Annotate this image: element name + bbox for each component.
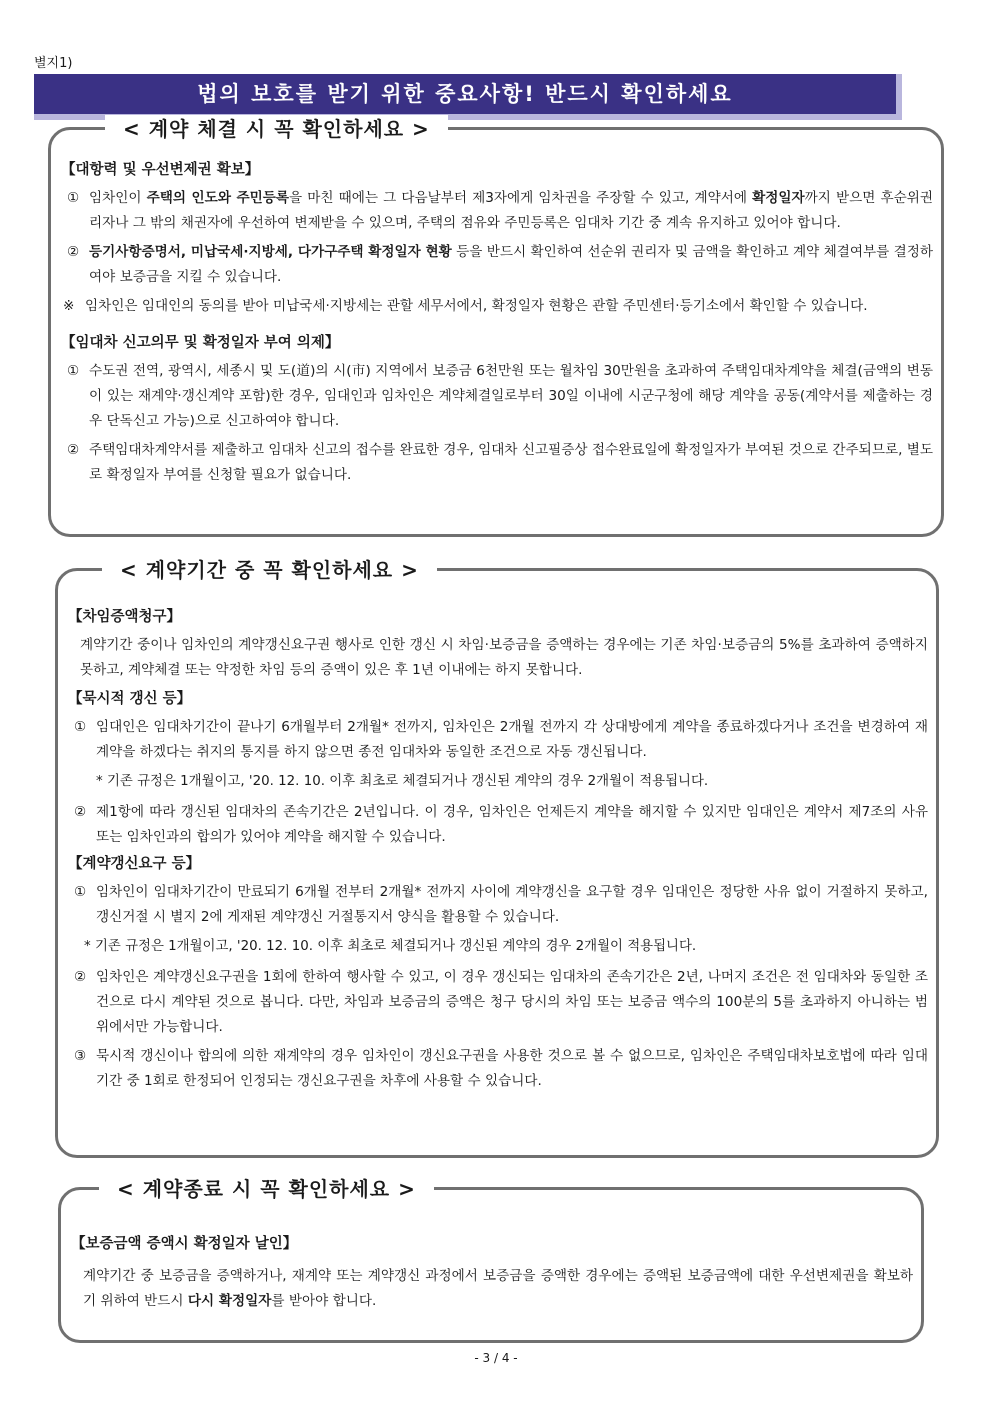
footnote: * 기존 규정은 1개월이고, '20. 12. 10. 이후 최초로 체결되거나 갱신된 계약의 경우 2개월이 적용됩니다. — [84, 939, 697, 954]
item-text: 임차인은 계약갱신요구권을 1회에 한하여 행사할 수 있고, 이 경우 갱신되는 임대차의 존속기간은 2년, 나머지 조건은 전 임대차와 동일한 조건으로 다시 계약된 것으로 봅니다. 다만, 차임과 보증금의 증액은 청구 당시의 차임 또는 보증금 액수의 100분의 5를 초과하지 아니하는 범위에서만 가능합니다. — [96, 969, 928, 1035]
list-item — [61, 186, 933, 236]
item-text: 주택임대차계약서를 제출하고 임대차 신고의 접수를 완료한 경우, 임대차 신고필증상 접수완료일에 확정일자가 부여된 것으로 간주되므로, 별도로 확정일자 부여를 신청할 필요가 없습니다. — [89, 442, 933, 483]
page-number: - 3 / 4 - — [474, 1351, 518, 1365]
footnote: * 기존 규정은 1개월이고, '20. 12. 10. 이후 최초로 체결되거나 갱신된 계약의 경우 2개월이 적용됩니다. — [96, 774, 709, 789]
item-text: 까지 받으면 후순위권리자나 그 밖의 채권자에 우선하여 변제받을 수 있으며, 주택의 점유와 주민등록은 임대차 기간 중 계속 유지하고 있어야 합니다. — [89, 190, 934, 231]
paragraph-bold-text: 다시 확정일자 — [187, 1293, 272, 1309]
item-bold-text: 등기사항증명서, 미납국세·지방세, 다가구주택 확정일자 현황 — [89, 244, 452, 260]
item-text: 등을 반드시 확인하여 선순위 권리자 및 금액을 확인하고 계약 체결여부를 결정하여야 보증금을 지킬 수 있습니다. — [89, 244, 933, 285]
item-text: 임차인이 — [89, 190, 147, 206]
page-title-banner: 법의 보호를 받기 위한 중요사항! 반드시 확인하세요 — [34, 74, 902, 120]
item-number: ① — [74, 719, 87, 735]
item-text: 수도권 전역, 광역시, 세종시 및 도(道)의 시(市) 지역에서 보증금 6천만원 또는 월차임 30만원을 초과하여 주택임대차계약을 체결(금액의 변동이 있는 재계약·갱신계약 포함)한 경우, 임대인과 임차인은 계약체결일로부터 30일 이내에 시군구청에 해당 계약을 공동(계약서를 제출하는 경우 단독신고 가능)으로 신고하여야 합니다. — [89, 363, 933, 429]
list-item — [61, 240, 933, 290]
list-item — [61, 359, 933, 434]
list-item — [68, 715, 928, 765]
contract-end-box — [58, 1177, 924, 1343]
item-text: 임차인이 임대차기간이 만료되기 6개월 전부터 2개월* 전까지 사이에 계약갱신을 요구할 경우 임대인은 정당한 사유 없이 거절하지 못하고, 갱신거절 시 별지 2에 게재된 계약갱신 거절통지서 양식을 활용할 수 있습니다. — [96, 884, 928, 925]
item-number: ③ — [74, 1048, 87, 1064]
item-number: ① — [67, 363, 80, 379]
list-item — [68, 1044, 928, 1094]
section-heading: 【대항력 및 우선변제권 확보】 — [61, 162, 260, 178]
paragraph-text: 를 받아야 합니다. — [271, 1293, 377, 1309]
paragraph: 계약기간 중이나 임차인의 계약갱신요구권 행사로 인한 갱신 시 차임·보증금을 증액하는 경우에는 기존 차임·보증금의 5%를 초과하여 증액하지 못하고, 계약체결 또는 약정한 차임 등의 증액이 있은 후 1년 이내에는 하지 못합니다. — [80, 637, 928, 678]
note-mark: ※ — [63, 298, 75, 314]
section-heading: 【임대차 신고의무 및 확정일자 부여 의제】 — [61, 335, 340, 351]
item-number: ② — [67, 244, 80, 260]
item-number: ② — [74, 804, 87, 820]
item-number: ① — [67, 190, 80, 206]
section-heading: 【묵시적 갱신 등】 — [68, 691, 192, 707]
note-item — [61, 294, 933, 319]
item-number: ② — [67, 442, 80, 458]
list-item — [68, 800, 928, 850]
item-bold-text: 주택의 인도와 주민등록 — [146, 190, 289, 206]
item-text: 제1항에 따라 갱신된 임대차의 존속기간은 2년입니다. 이 경우, 임차인은 언제든지 계약을 해지할 수 있지만 임대인은 계약서 제7조의 사유 또는 임차인과의 합의가 있어야 계약을 해지할 수 있습니다. — [96, 804, 928, 845]
section-heading: 【차임증액청구】 — [68, 609, 182, 625]
item-bold-text: 확정일자 — [752, 190, 805, 206]
note-text: 임차인은 임대인의 동의를 받아 미납국세·지방세는 관할 세무서에서, 확정일자 현황은 관할 주민센터·등기소에서 확인할 수 있습니다. — [85, 298, 868, 314]
section-heading: 【계약갱신요구 등】 — [68, 856, 201, 872]
paragraph — [71, 1264, 913, 1314]
contract-period-box — [55, 558, 939, 1158]
list-item — [68, 880, 928, 930]
section-heading: 【보증금액 증액시 확정일자 날인】 — [71, 1236, 298, 1252]
item-text: 을 마친 때에는 그 다음날부터 제3자에게 임차권을 주장할 수 있고, 계약서에 — [289, 190, 753, 206]
box-title: < 계약 체결 시 꼭 확인하세요 > — [105, 115, 448, 143]
list-item — [61, 438, 933, 488]
box-title: < 계약기간 중 꼭 확인하세요 > — [102, 556, 437, 584]
item-text: 묵시적 갱신이나 합의에 의한 재계약의 경우 임차인이 갱신요구권을 사용한 것으로 볼 수 없으므로, 임차인은 주택임대차보호법에 따라 임대기간 중 1회로 한정되어 인정되는 갱신요구권을 차후에 사용할 수 있습니다. — [96, 1048, 928, 1089]
item-number: ① — [74, 884, 87, 900]
box-title: < 계약종료 시 꼭 확인하세요 > — [99, 1175, 434, 1203]
list-item — [68, 965, 928, 1040]
paragraph-text: 계약기간 중 보증금을 증액하거나, 재계약 또는 계약갱신 과정에서 보증금을 증액한 경우에는 증액된 보증금액에 대한 우선변제권을 확보하기 위하여 반드시 — [83, 1268, 913, 1309]
item-number: ② — [74, 969, 87, 985]
annex-label: 별지1) — [34, 56, 73, 71]
item-text: 임대인은 임대차기간이 끝나기 6개월부터 2개월* 전까지, 임차인은 2개월 전까지 각 상대방에게 계약을 종료하겠다거나 조건을 변경하여 재계약을 하겠다는 취지의 통지를 하지 않으면 종전 임대차와 동일한 조건으로 자동 갱신됩니다. — [96, 719, 928, 760]
contract-signing-box — [48, 117, 944, 537]
